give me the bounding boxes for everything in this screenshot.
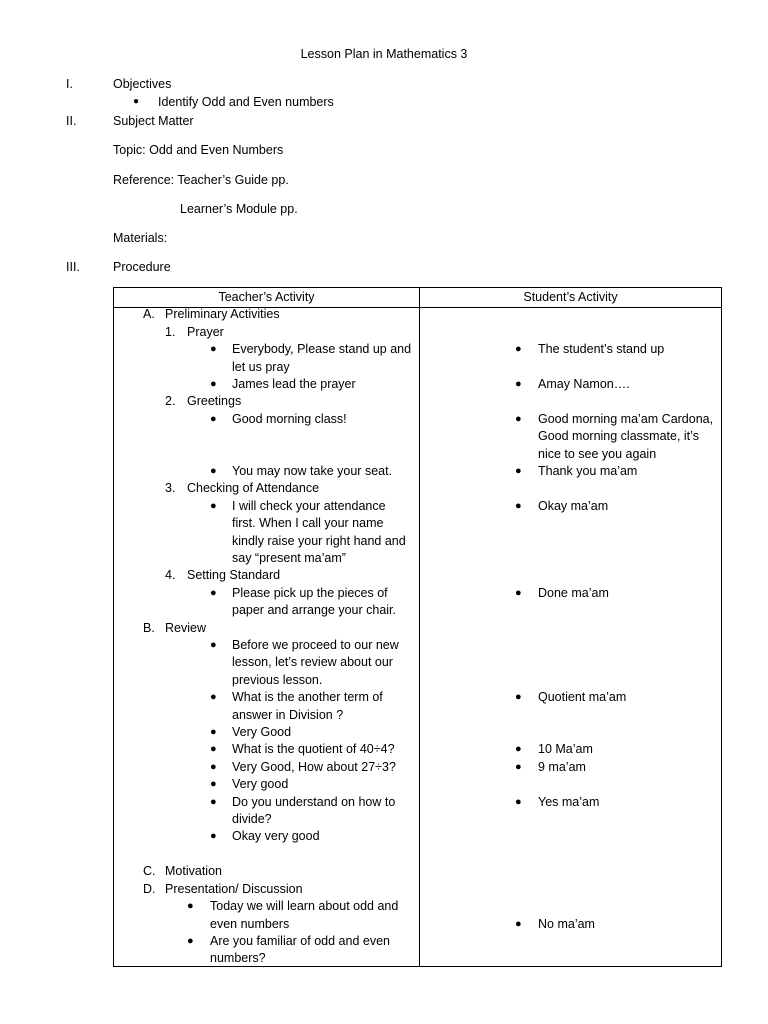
teacher-line: Today we will learn about odd and bbox=[210, 899, 399, 913]
item-number: 1. bbox=[165, 325, 176, 339]
section-letter: B. bbox=[143, 621, 155, 635]
teacher-line: paper and arrange your chair. bbox=[232, 603, 396, 617]
teacher-line: first. When I call your name bbox=[232, 516, 384, 530]
bullet-icon: ● bbox=[210, 761, 217, 773]
student-response: The student’s stand up bbox=[538, 342, 665, 356]
teacher-line: say “present ma’am” bbox=[232, 551, 346, 565]
bullet-icon: ● bbox=[210, 413, 217, 425]
page-title: Lesson Plan in Mathematics 3 bbox=[300, 47, 468, 61]
teacher-line: What is the another term of bbox=[232, 690, 383, 704]
bullet-icon: ● bbox=[133, 96, 140, 107]
student-response: Good morning ma’am Cardona, bbox=[538, 412, 714, 426]
teacher-line: numbers? bbox=[210, 951, 266, 965]
teacher-line: Good morning class! bbox=[232, 412, 347, 426]
teacher-line: Do you understand on how to bbox=[232, 795, 396, 809]
procedure-label: Procedure bbox=[113, 260, 171, 274]
student-response: nice to see you again bbox=[538, 447, 657, 461]
teacher-line: I will check your attendance bbox=[232, 499, 386, 513]
student-response: Amay Namon…. bbox=[538, 377, 630, 391]
bullet-icon: ● bbox=[515, 918, 522, 930]
bullet-icon: ● bbox=[210, 465, 217, 477]
bullet-icon: ● bbox=[515, 465, 522, 477]
section-letter: D. bbox=[143, 882, 156, 896]
teacher-line: Very Good, How about 27÷3? bbox=[232, 760, 396, 774]
bullet-icon: ● bbox=[210, 587, 217, 599]
learner-module-line: Learner’s Module pp. bbox=[180, 202, 298, 216]
student-response: Okay ma’am bbox=[538, 499, 609, 513]
activity-table bbox=[113, 287, 722, 967]
student-response: Quotient ma’am bbox=[538, 690, 627, 704]
item-number: 3. bbox=[165, 481, 176, 495]
teacher-line: lesson, let’s review about our bbox=[232, 655, 393, 669]
bullet-icon: ● bbox=[210, 726, 217, 738]
objective-item: Identify Odd and Even numbers bbox=[158, 95, 334, 109]
section-letter: A. bbox=[143, 307, 155, 321]
student-response: Yes ma’am bbox=[538, 795, 600, 809]
objectives-label: Objectives bbox=[113, 77, 172, 91]
bullet-icon: ● bbox=[210, 343, 217, 355]
student-response: 9 ma’am bbox=[538, 760, 586, 774]
item-heading: Setting Standard bbox=[187, 568, 281, 582]
section-num-3: III. bbox=[66, 260, 80, 274]
bullet-icon: ● bbox=[515, 413, 522, 425]
section-heading: Motivation bbox=[165, 864, 222, 878]
teacher-line: let us pray bbox=[232, 360, 290, 374]
student-activity-header: Student’s Activity bbox=[523, 290, 618, 304]
teacher-line: Very good bbox=[232, 777, 289, 791]
bullet-icon: ● bbox=[515, 691, 522, 703]
section-heading: Preliminary Activities bbox=[165, 307, 280, 321]
teacher-line: previous lesson. bbox=[232, 673, 323, 687]
bullet-icon: ● bbox=[210, 778, 217, 790]
bullet-icon: ● bbox=[210, 639, 217, 651]
bullet-icon: ● bbox=[515, 743, 522, 755]
bullet-icon: ● bbox=[515, 587, 522, 599]
section-num-1: I. bbox=[66, 77, 73, 91]
teacher-line: Are you familiar of odd and even bbox=[210, 934, 390, 948]
bullet-icon: ● bbox=[515, 796, 522, 808]
section-heading: Review bbox=[165, 621, 206, 635]
bullet-icon: ● bbox=[210, 378, 217, 390]
item-heading: Checking of Attendance bbox=[187, 481, 320, 495]
bullet-icon: ● bbox=[210, 743, 217, 755]
bullet-icon: ● bbox=[210, 691, 217, 703]
student-response: 10 Ma’am bbox=[538, 742, 593, 756]
teacher-line: Before we proceed to our new bbox=[232, 638, 399, 652]
teacher-line: answer in Division ? bbox=[232, 708, 344, 722]
student-response: Good morning classmate, it’s bbox=[538, 429, 699, 443]
teacher-line: Okay very good bbox=[232, 829, 320, 843]
item-heading: Greetings bbox=[187, 394, 242, 408]
bullet-icon: ● bbox=[210, 500, 217, 512]
bullet-icon: ● bbox=[187, 900, 194, 912]
bullet-icon: ● bbox=[187, 935, 194, 947]
column-divider bbox=[419, 288, 420, 966]
section-letter: C. bbox=[143, 864, 156, 878]
teacher-line: Everybody, Please stand up and bbox=[232, 342, 412, 356]
item-number: 2. bbox=[165, 394, 176, 408]
teacher-line: What is the quotient of 40÷4? bbox=[232, 742, 395, 756]
student-response: Done ma’am bbox=[538, 586, 609, 600]
bullet-icon: ● bbox=[515, 378, 522, 390]
section-heading: Presentation/ Discussion bbox=[165, 882, 303, 896]
item-number: 4. bbox=[165, 568, 176, 582]
teacher-line: Please pick up the pieces of bbox=[232, 586, 388, 600]
bullet-icon: ● bbox=[210, 830, 217, 842]
teacher-line: kindly raise your right hand and bbox=[232, 534, 406, 548]
subject-matter-label: Subject Matter bbox=[113, 114, 194, 128]
topic-line: Topic: Odd and Even Numbers bbox=[113, 143, 284, 157]
bullet-icon: ● bbox=[210, 796, 217, 808]
student-response: No ma’am bbox=[538, 917, 595, 931]
teacher-line: Very Good bbox=[232, 725, 292, 739]
teacher-line: James lead the prayer bbox=[232, 377, 356, 391]
bullet-icon: ● bbox=[515, 761, 522, 773]
teacher-activity-header: Teacher’s Activity bbox=[218, 290, 315, 304]
item-heading: Prayer bbox=[187, 325, 224, 339]
materials-line: Materials: bbox=[113, 231, 168, 245]
teacher-line: divide? bbox=[232, 812, 272, 826]
student-response: Thank you ma’am bbox=[538, 464, 638, 478]
bullet-icon: ● bbox=[515, 500, 522, 512]
teacher-line: even numbers bbox=[210, 917, 290, 931]
section-num-2: II. bbox=[66, 114, 77, 128]
reference-line: Reference: Teacher’s Guide pp. bbox=[113, 173, 289, 187]
bullet-icon: ● bbox=[515, 343, 522, 355]
teacher-line: You may now take your seat. bbox=[232, 464, 393, 478]
